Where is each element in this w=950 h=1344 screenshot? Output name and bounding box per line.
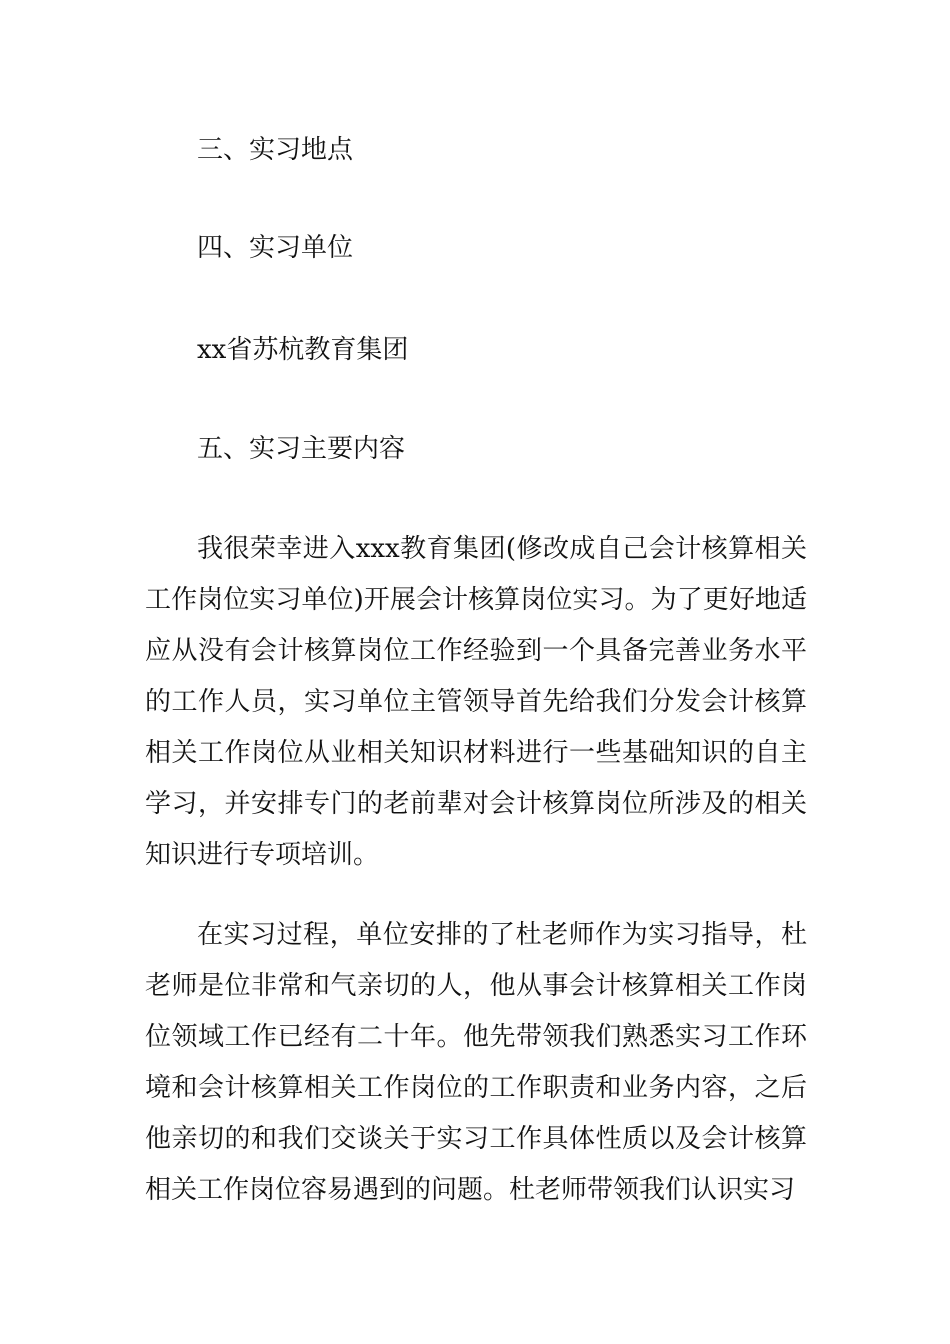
heading-internship-unit: 四、实习单位 [197,233,354,263]
heading-internship-location: 三、实习地点 [197,135,354,165]
paragraph-1: 我很荣幸进入xxx教育集团(修改成自己会计核算相关工作岗位实习单位)开展会计核算岗位实习。为了更好地适应从没有会计核算岗位工作经验到一个具备完善业务水平的工作人员，实习单位主管领导首先给我们分发会计核算相关工作岗位从业相关知识材料进行一些基础知识的自主学习，并安排专门的老前辈对会计核算岗位所涉及的相关知识进行专项培训。 [145,534,807,870]
heading-internship-content: 五、实习主要内容 [197,434,406,464]
paragraph-2: 在实习过程，单位安排的了杜老师作为实习指导，杜老师是位非常和气亲切的人，他从事会计核算相关工作岗位领域工作已经有二十年。他先带领我们熟悉实习工作环境和会计核算相关工作岗位的工作职责和业务内容，之后他亲切的和我们交谈关于实习工作具体性质以及会计核算相关工作岗位容易遇到的问题。杜老师带领我们认识实习 [145,920,807,1205]
unit-name: xx省苏杭教育集团 [197,335,409,365]
